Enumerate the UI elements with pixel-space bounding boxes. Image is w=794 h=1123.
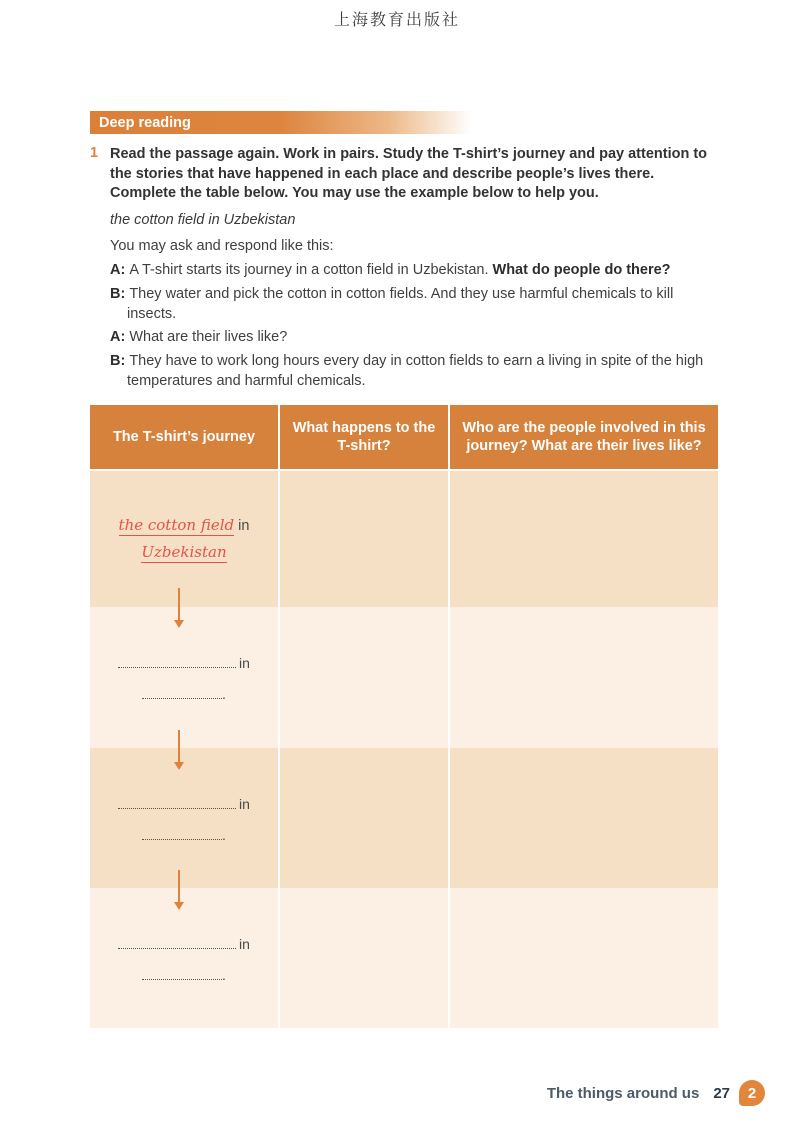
dotted-blank[interactable] [118, 796, 236, 809]
place-connector: in [234, 518, 250, 534]
table-row [90, 471, 718, 607]
answer-cell[interactable] [450, 748, 718, 888]
section-banner [90, 111, 472, 134]
dotted-blank[interactable] [142, 686, 222, 699]
exercise-number: 1 [90, 145, 99, 161]
dialogue-question-bold: What do people do there? [492, 262, 671, 278]
handwritten-country: Uzbekistan [141, 543, 227, 561]
journey-table [90, 405, 718, 1028]
dotted-blank[interactable] [142, 827, 222, 840]
dialogue-line [110, 284, 718, 324]
unit-title: The things around us [546, 1084, 700, 1102]
header-people-involved: Who are the people involved in this journey? What are their lives like? [450, 405, 718, 469]
handwritten-place: the cotton field [118, 516, 235, 534]
down-arrow-icon [173, 870, 185, 910]
blank-connector: in [239, 655, 250, 671]
page-number: 27 [713, 1084, 730, 1102]
handwritten-answer [119, 512, 250, 566]
section-banner-label: Deep reading [99, 114, 191, 131]
speaker-label: B: [110, 285, 126, 302]
dotted-blank[interactable] [142, 967, 222, 980]
blank-place-line[interactable] [118, 796, 250, 813]
example-block [110, 210, 718, 394]
blank-place-line[interactable] [118, 936, 250, 953]
place-cell-example [90, 471, 278, 607]
blank-place-line[interactable] [118, 655, 250, 672]
example-topic: the cotton field in Uzbekistan [110, 212, 296, 228]
publisher-name: 上海教育出版社 [333, 10, 460, 29]
answer-cell[interactable] [450, 888, 718, 1028]
blank-connector: in [239, 936, 250, 952]
unit-number-badge: 2 [739, 1080, 765, 1106]
example-dialogue [110, 260, 718, 391]
table-row [90, 607, 718, 748]
answer-cell[interactable] [280, 607, 448, 748]
answer-cell[interactable] [280, 748, 448, 888]
header-what-happens: What happens to the T-shirt? [280, 405, 448, 469]
blank-detail-line[interactable] [142, 686, 226, 703]
answer-cell[interactable] [450, 607, 718, 748]
place-cell-blank [90, 607, 278, 748]
dialogue-text: What are their lives like? [129, 329, 288, 345]
blank-period: . [222, 967, 226, 983]
dotted-blank[interactable] [118, 936, 236, 949]
down-arrow-icon [173, 588, 185, 628]
answer-cell[interactable] [450, 471, 718, 607]
speaker-label: A: [110, 262, 126, 278]
dialogue-line [110, 327, 718, 347]
dialogue-line [110, 260, 718, 280]
dialogue-text: A T-shirt starts its journey in a cotton field in Uzbekistan. [129, 262, 493, 278]
dialogue-line [110, 351, 718, 391]
blank-period: . [222, 827, 226, 843]
blank-connector: in [239, 796, 250, 812]
speaker-label: A: [110, 329, 126, 345]
blank-detail-line[interactable] [142, 967, 226, 984]
down-arrow-icon [173, 730, 185, 770]
exercise-instruction-block [90, 145, 720, 204]
dotted-blank[interactable] [118, 655, 236, 668]
dialogue-text: They have to work long hours every day in cotton fields to earn a living in spite of the high temperatures and harmful chemicals. [127, 352, 704, 389]
blank-period: . [222, 686, 226, 702]
blank-detail-line[interactable] [142, 827, 226, 844]
example-intro: You may ask and respond like this: [110, 238, 334, 254]
table-header-row [90, 405, 718, 469]
answer-cell[interactable] [280, 471, 448, 607]
dialogue-text: They water and pick the cotton in cotton fields. And they use harmful chemicals to kill insects. [127, 285, 674, 322]
exercise-instruction-text: Read the passage again. Work in pairs. Study the T-shirt’s journey and pay attention to the stories that have happened in each place and describe people’s lives there. Complete the table below. You may use the example below to help you. [110, 146, 708, 201]
answer-cell[interactable] [280, 888, 448, 1028]
page-footer [547, 1080, 765, 1106]
speaker-label: B: [110, 352, 126, 369]
header-journey: The T-shirt’s journey [90, 405, 278, 469]
